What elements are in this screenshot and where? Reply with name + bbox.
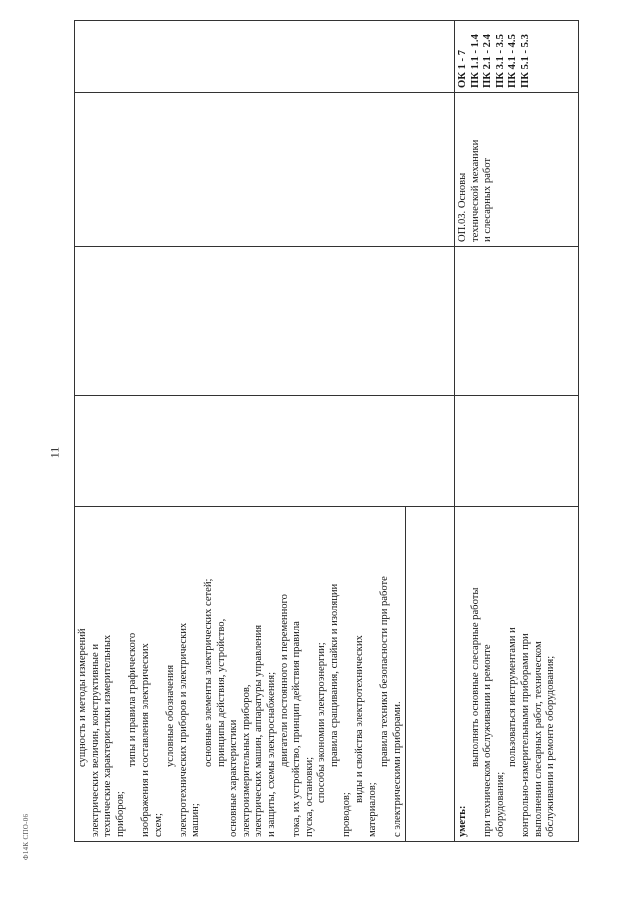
text-line: схем; (152, 813, 164, 837)
text-line: тока, их устройство, принцип действия правила (291, 621, 303, 837)
form-code: Ф14К СПО-06 (22, 813, 30, 860)
empty-cell (455, 396, 579, 507)
empty-cell (75, 21, 455, 93)
competency-code: ПК 2.1 - 2.4 (482, 34, 494, 88)
text-line: двигатели постоянного и переменного (278, 594, 290, 767)
text-line: изображения и составления электрических (139, 643, 151, 837)
table-row (75, 21, 455, 842)
text-line: способы экономии электроэнергии; (316, 642, 328, 803)
text-line: технические характеристики измерительных (102, 634, 114, 837)
knowledge-cell (75, 507, 455, 842)
text-line: оборудования; (494, 771, 506, 837)
empty-cell (455, 247, 579, 396)
competency-code: ПК 5.1 - 5.3 (519, 34, 531, 88)
text-line: виды и свойства электротехнических (354, 635, 366, 803)
text-line: электрических величин, конструктивные и (89, 644, 101, 837)
text-line: материалов; (366, 782, 378, 837)
text-line: электрических машин, аппаратуры управления (253, 624, 265, 837)
competency-code: ПК 1.1 - 1.4 (469, 34, 481, 88)
competency-codes-cell (455, 21, 579, 93)
text-line: машин; (190, 803, 202, 837)
rotated-table-wrapper (74, 34, 578, 842)
text-line: условные обозначения (165, 664, 177, 767)
empty-cell (75, 396, 455, 507)
text-line: пользоваться инструментами и (507, 627, 519, 767)
text-line: с электрическими приборами. (392, 507, 407, 841)
table-row (455, 21, 579, 842)
empty-cell (75, 93, 455, 247)
text-line: ОП.03. Основы (457, 172, 468, 242)
competency-code: ПК 3.1 - 3.5 (494, 34, 506, 88)
text-line: при техническом обслуживании и ремонте (482, 644, 494, 837)
text-line: проводов; (341, 792, 353, 837)
text-line: выполнении слесарных работ, техническом (532, 641, 544, 837)
skills-label: уметь: (457, 805, 468, 837)
empty-cell (75, 247, 455, 396)
text-line: контрольно-измерительными приборами при (519, 633, 531, 837)
skills-cell (455, 507, 579, 842)
text-line: принципы действия, устройство, (215, 618, 227, 767)
text-line: технической механики (469, 139, 481, 242)
text-line: обслуживании и ремонте оборудования; (545, 655, 557, 837)
competency-code: ОК 1 - 7 (457, 50, 468, 88)
text-line: и слесарных работ (482, 157, 494, 242)
text-line: основные характеристики (228, 719, 240, 837)
text-line: приборов; (114, 791, 126, 837)
text-line: и защиты, схемы электроснабжения; (265, 671, 277, 837)
text-line: основные элементы электрических сетей; (202, 578, 214, 767)
competency-code: ПК 4.1 - 4.5 (507, 34, 519, 88)
text-line: электроизмерительных приборов, (240, 684, 252, 837)
competency-table (74, 20, 579, 842)
page-number: 11 (47, 446, 62, 459)
text-line: типы и правила графического (127, 632, 139, 767)
text-line: правила техники безопасности при работе (379, 576, 391, 767)
text-line: сущность и методы измерений (77, 628, 88, 767)
text-line: правила сращивания, спайки и изоляции (328, 583, 340, 767)
discipline-cell (455, 93, 579, 247)
text-line: электротехнических приборов и электрических (177, 622, 189, 837)
text-line: выполнять основные слесарные работы (469, 587, 481, 767)
text-line: пуска, остановки; (303, 756, 315, 837)
